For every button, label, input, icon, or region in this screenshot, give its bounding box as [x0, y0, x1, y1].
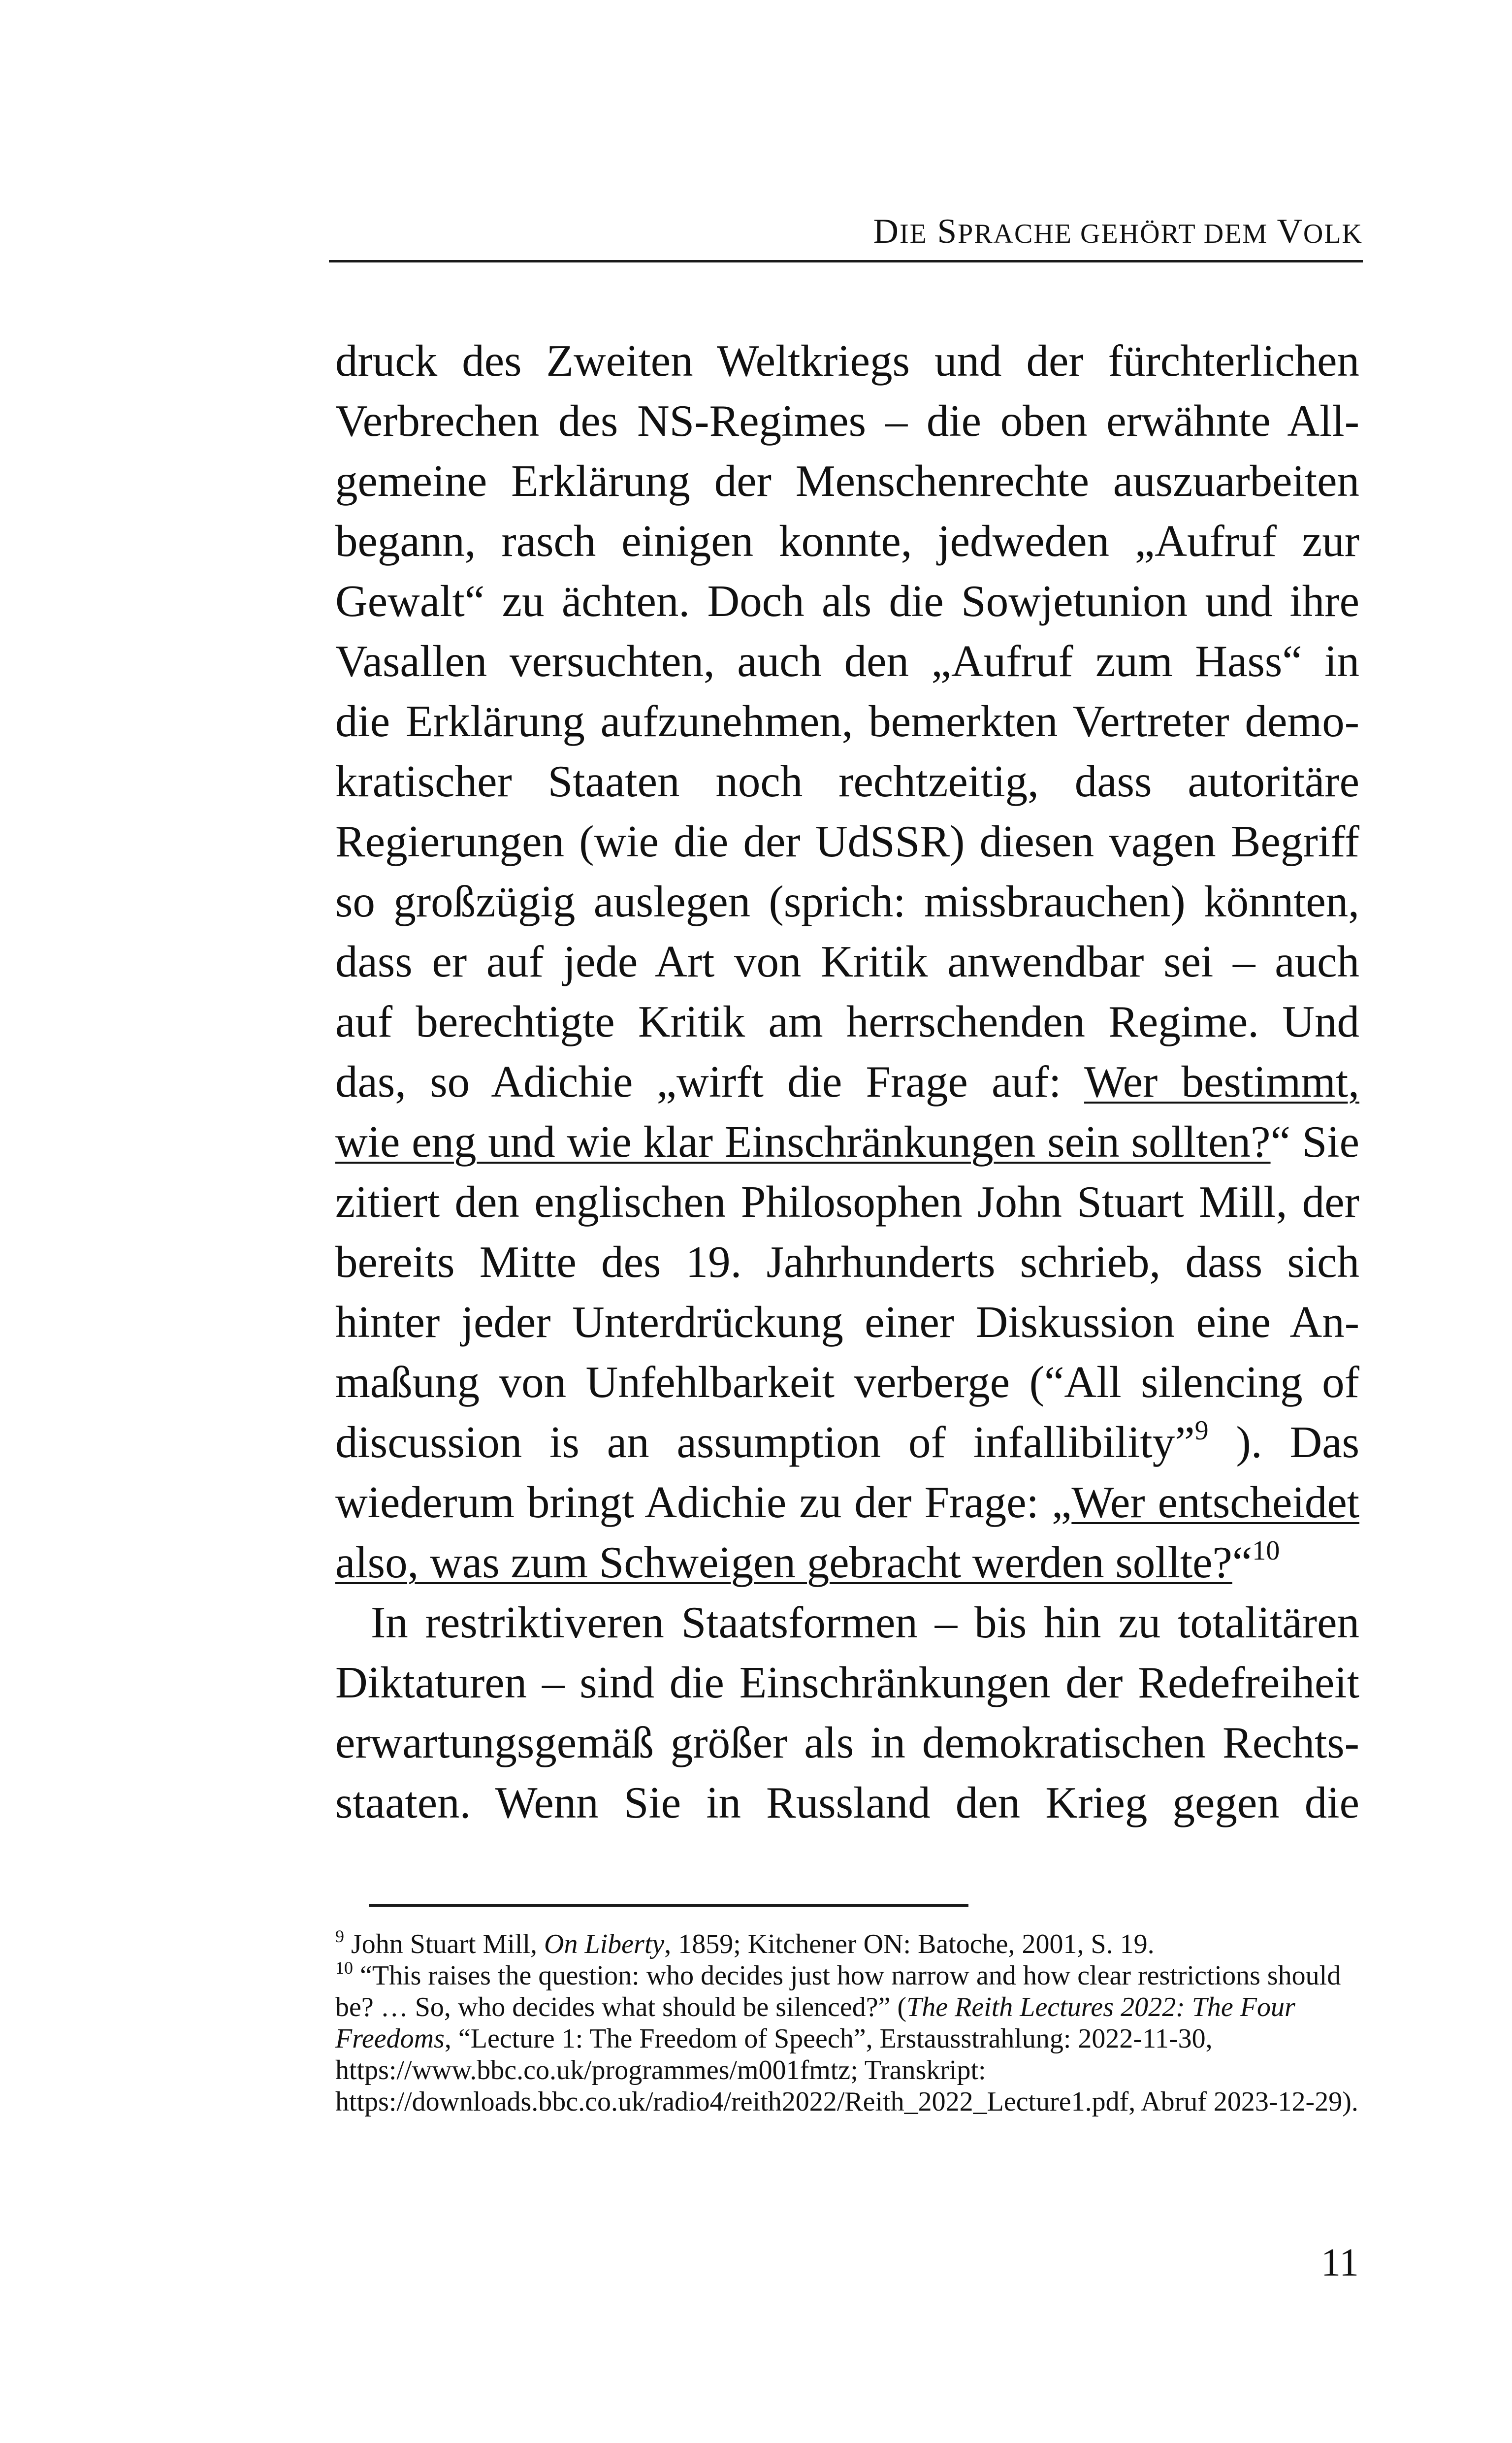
footnote-ref-9[interactable]: 9: [1194, 1415, 1209, 1446]
footnote-rule: [369, 1904, 968, 1907]
footnote-10: [335, 1960, 1359, 1991]
underlined-quote: Wer bestimmt,: [1084, 1057, 1359, 1107]
footnote-10-url[interactable]: https://downloads.bbc.co.uk/radio4/reith2022/Reith_2022_Lecture1.pdf, Abruf 2023-12-29).: [335, 2086, 1358, 2117]
header-initial: D: [873, 212, 900, 251]
underlined-quote: Wer entscheidet: [1071, 1477, 1359, 1527]
header-initial: S: [937, 212, 958, 251]
footnotes: [335, 1928, 1359, 2117]
text-line: Diktaturen – sind die Einschränkungen der Redefreiheit: [335, 1658, 1359, 1707]
footnote-text: “This raises the question: who decides just how narrow and how clear restrictions should: [353, 1960, 1341, 1991]
text-line: druck des Zweiten Weltkriegs und der fürchterlichen: [335, 336, 1359, 386]
text-line: Verbrechen des NS-Regimes – die oben erwähnte All-: [335, 396, 1359, 446]
line-text: “ Sie: [1270, 1117, 1359, 1167]
text-line: so großzügig auslegen (sprich: missbrauchen) könnten,: [335, 877, 1359, 926]
text-line: [335, 1412, 1359, 1472]
text-line: Gewalt“ zu ächten. Doch als die Sowjetunion und ihre: [335, 576, 1359, 626]
line-text: wiederum bringt Adichie zu der Frage: „: [335, 1477, 1072, 1527]
footnote-text: , “Lecture 1: The Freedom of Speech”, Erstausstrahlung: 2022-11-30,: [444, 2023, 1213, 2054]
line-text: ). Das: [1208, 1417, 1359, 1467]
header-smallcaps: PRACHE GEHÖRT DEM: [958, 219, 1268, 249]
text-line: Regierungen (wie die der UdSSR) diesen vagen Begriff: [335, 816, 1359, 866]
text-line: hinter jeder Unterdrückung einer Diskussion eine An-: [335, 1297, 1359, 1347]
header-smallcaps: IE: [899, 219, 928, 249]
text-line: In restriktiveren Staatsformen – bis hin zu totalitären: [371, 1597, 1359, 1647]
header-initial: V: [1277, 212, 1303, 251]
header-smallcaps: OLK: [1303, 219, 1363, 249]
underlined-quote: also, was zum Schweigen gebracht werden sollte?: [335, 1537, 1232, 1587]
footnote-title: On Liberty: [544, 1929, 665, 1959]
footnote-text: be? … So, who decides what should be silenced?” (: [335, 1992, 907, 2022]
text-line: begann, rasch einigen konnte, jedweden „Aufruf zur: [335, 516, 1359, 566]
body-text: [335, 331, 1359, 1833]
footnote-10-line: [335, 2023, 1359, 2054]
header-space: [1268, 212, 1277, 251]
header-rule: [329, 260, 1363, 262]
header-space: [928, 212, 937, 251]
text-line: gemeine Erklärung der Menschenrechte auszuarbeiten: [335, 456, 1359, 506]
footnote-title: The Reith Lectures 2022: The Four: [906, 1992, 1295, 2022]
text-line: auf berechtigte Kritik am herrschenden Regime. Und: [335, 997, 1359, 1046]
line-text: discussion is an assumption of infallibility”: [335, 1417, 1195, 1467]
footnote-title: Freedoms: [335, 2023, 445, 2054]
text-line: staaten. Wenn Sie in Russland den Krieg gegen die: [335, 1778, 1359, 1827]
text-line: Vasallen versuchten, auch den „Aufruf zum Hass“ in: [335, 636, 1359, 686]
line-text: das, so Adichie „wirft die Frage auf:: [335, 1057, 1085, 1107]
footnote-10-url[interactable]: https://www.bbc.co.uk/programmes/m001fmtz; Transkript:: [335, 2055, 986, 2085]
text-line: [335, 1532, 1359, 1593]
text-line: [335, 1472, 1359, 1532]
footnote-9: [335, 1928, 1359, 1960]
text-line: die Erklärung aufzunehmen, bemerkten Vertreter demo-: [335, 696, 1359, 746]
footnote-number: 10: [335, 1958, 353, 1978]
text-line: dass er auf jede Art von Kritik anwendbar sei – auch: [335, 937, 1359, 986]
running-header: [329, 212, 1363, 252]
text-line: bereits Mitte des 19. Jahrhunderts schrieb, dass sich: [335, 1237, 1359, 1287]
text-line: kratischer Staaten noch rechtzeitig, dass autoritäre: [335, 756, 1359, 806]
text-line: zitiert den englischen Philosophen John Stuart Mill, der: [335, 1177, 1359, 1227]
text-line: [335, 1052, 1359, 1112]
underlined-quote: wie eng und wie klar Einschränkungen sein sollten?: [335, 1117, 1271, 1167]
footnote-text: John Stuart Mill,: [344, 1929, 545, 1959]
text-line: erwartungsgemäß größer als in demokratischen Rechts-: [335, 1718, 1359, 1767]
footnote-10-line: [335, 1991, 1359, 2023]
footnote-ref-10[interactable]: 10: [1252, 1535, 1280, 1566]
text-line: maßung von Unfehlbarkeit verberge (“All silencing of: [335, 1357, 1359, 1407]
line-text: “: [1232, 1537, 1253, 1587]
footnote-number: 9: [335, 1926, 344, 1946]
text-line: [335, 1112, 1359, 1172]
page-number: 11: [1320, 2241, 1359, 2284]
footnote-text: , 1859; Kitchener ON: Batoche, 2001, S. 19.: [664, 1929, 1155, 1959]
